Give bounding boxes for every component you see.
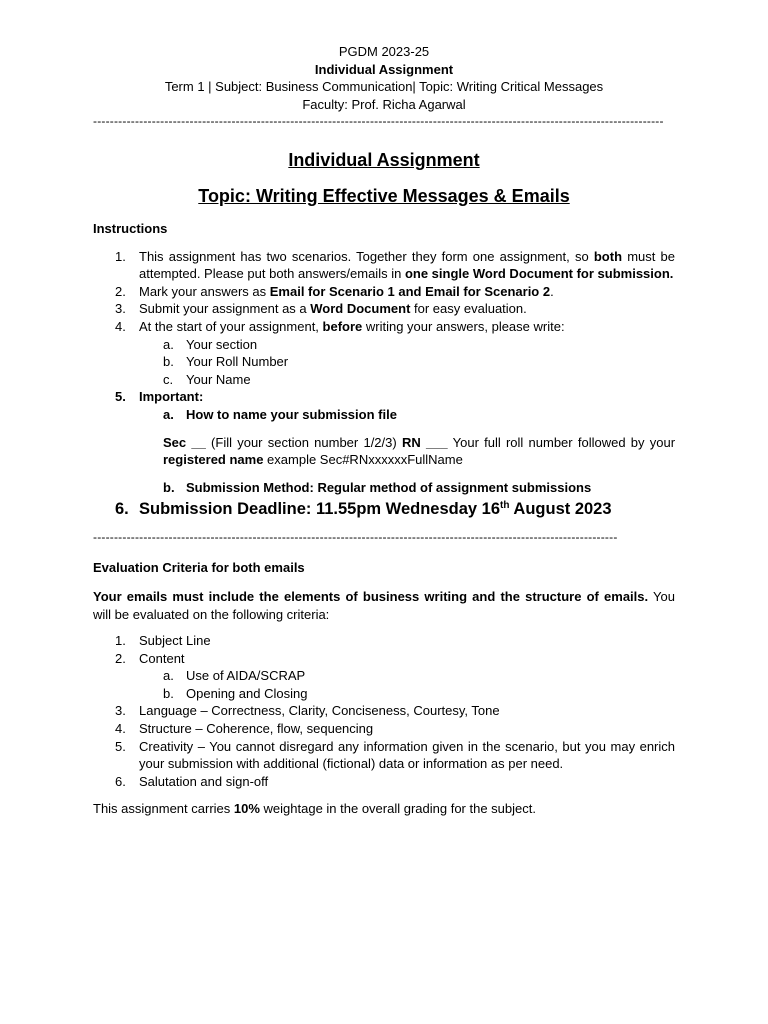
- header-divider: ----------------------------------------------------------------------------------------------------------------------------------------: [93, 114, 664, 128]
- list-number: 5.: [115, 389, 126, 405]
- list-number: 2.: [115, 283, 126, 299]
- instruction-item-4: 4. At the start of your assignment, before writing your answers, please write:: [115, 318, 565, 334]
- weightage-note: This assignment carries 10% weightage in the overall grading for the subject.: [93, 801, 536, 817]
- term-subject-line: Term 1 | Subject: Business Communication| Topic: Writing Critical Messages: [164, 79, 604, 94]
- section-divider: -----------------------------------------------------------------------------------------------------------------------------: [93, 530, 618, 545]
- list-number: 1.: [115, 248, 126, 264]
- instruction-subitem-section: a. Your section: [163, 336, 258, 352]
- instruction-item-2: 2. Mark your answers as Email for Scenario 1 and Email for Scenario 2.: [115, 283, 554, 299]
- evaluation-intro: Your emails must include the elements of business writing and the structure of emails. You will be evaluated on the following criteria:: [93, 588, 675, 622]
- list-number: 3.: [115, 301, 126, 317]
- criteria-item-creativity: 5. Creativity – You cannot disregard any information given in the scenario, but you may enrich your submission with additional (fictional) data or information as per need.: [115, 738, 675, 772]
- criteria-subitem-aida: a. Use of AIDA/SCRAP: [163, 668, 306, 684]
- list-number: 4.: [115, 318, 126, 334]
- submission-deadline: 6. Submission Deadline: 11.55pm Wednesday 16th August 2023: [115, 500, 612, 519]
- instructions-heading: Instructions: [93, 221, 168, 236]
- topic-title: Topic: Writing Effective Messages & Emails: [198, 186, 570, 206]
- instruction-subitem-roll-number: b. Your Roll Number: [163, 354, 289, 370]
- instruction-item-1: 1. This assignment has two scenarios. Together they form one assignment, so both must be attempted. Please put both answers/emails in one single Word Document for submission.: [115, 248, 675, 282]
- faculty-line: Faculty: Prof. Richa Agarwal: [302, 96, 466, 112]
- assignment-type: Individual Assignment: [314, 61, 454, 77]
- instruction-subitem-submission-method: b. Submission Method: Regular method of assignment submissions: [163, 479, 592, 495]
- criteria-item-structure: 4. Structure – Coherence, flow, sequencing: [115, 721, 374, 737]
- document-body: [93, 43, 675, 818]
- criteria-item-content: 2. Content: [115, 650, 185, 666]
- instruction-item-3: 3. Submit your assignment as a Word Document for easy evaluation.: [115, 301, 527, 317]
- criteria-item-subject-line: 1. Subject Line: [115, 633, 211, 649]
- criteria-item-language: 3. Language – Correctness, Clarity, Conciseness, Courtesy, Tone: [115, 703, 500, 719]
- program-line: PGDM 2023-25: [338, 44, 430, 59]
- instruction-subitem-file-naming: a. How to name your submission file: [163, 406, 397, 422]
- page-title: Individual Assignment: [288, 150, 480, 170]
- file-naming-format: Sec __ (Fill your section number 1/2/3) RN ___ Your full roll number followed by your registered name example Sec#RNxxxxxxFullName: [163, 434, 676, 468]
- criteria-item-salutation: 6. Salutation and sign-off: [115, 773, 269, 789]
- criteria-subitem-opening-closing: b. Opening and Closing: [163, 685, 308, 701]
- instruction-item-5: 5. Important:: [115, 389, 204, 405]
- instruction-subitem-name: c. Your Name: [163, 371, 251, 387]
- evaluation-heading: Evaluation Criteria for both emails: [93, 560, 305, 576]
- criteria-list: [93, 632, 675, 790]
- instructions-list: [93, 248, 675, 521]
